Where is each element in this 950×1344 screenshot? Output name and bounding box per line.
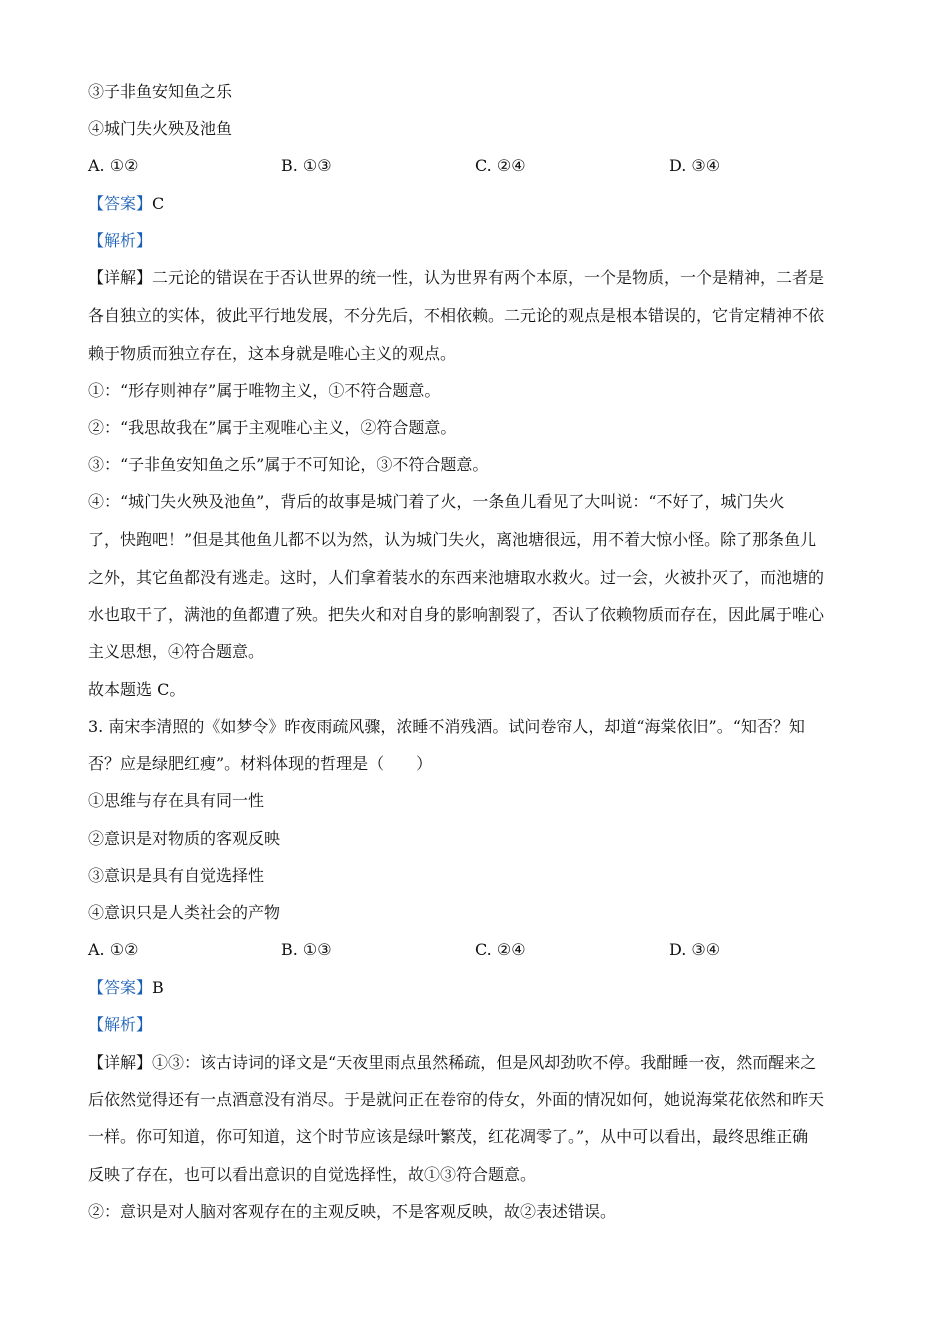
q3-option-3: ③意识是具有自觉选择性 (88, 866, 265, 885)
q3-detail-line-0 (88, 1053, 863, 1073)
q2-detail-line-2: 赖于物质而独立存在，这本身就是唯心主义的观点。 (88, 344, 457, 363)
q2-option-3: ③子非鱼安知鱼之乐 (88, 82, 233, 101)
q3-answer (88, 978, 863, 998)
q3-option-2: ②意识是对物质的客观反映 (88, 829, 281, 848)
q2-detail-line-8: 之外，其它鱼都没有逃走。这时，人们拿着装水的东西来池塘取水救火。过一会，火被扑灭了，而池塘的 (88, 568, 825, 587)
q3-choice-a: A. ①② (88, 940, 139, 959)
q3-stem-line-1: 否？应是绿肥红瘦”。材料体现的哲理是（ ） (88, 754, 433, 773)
detail-tag: 【详解】 (88, 1053, 153, 1072)
q2-choice-b: B. ①③ (281, 156, 332, 175)
q3-choice-d: D. ③④ (669, 940, 721, 959)
q3-choice-b: B. ①③ (281, 940, 332, 959)
q2-detail-line-3: ①：“形存则神存”属于唯物主义，①不符合题意。 (88, 381, 441, 400)
q3-option-1: ①思维与存在具有同一性 (88, 791, 265, 810)
q2-choice-d: D. ③④ (669, 156, 721, 175)
analysis-tag: 【解析】 (88, 1015, 153, 1034)
answer-value: B (152, 978, 164, 997)
q3-option-4: ④意识只是人类社会的产物 (88, 903, 281, 922)
q3-choice-c: C. ②④ (475, 940, 526, 959)
answer-tag: 【答案】 (88, 978, 153, 997)
detail-text: 二元论的错误在于否认世界的统一性，认为世界有两个本原，一个是物质，一个是精神，二者是 (152, 268, 825, 287)
answer-tag: 【答案】 (88, 194, 153, 213)
q2-detail-line-10: 主义思想，④符合题意。 (88, 642, 265, 661)
detail-tag: 【详解】 (88, 268, 153, 287)
q3-detail-line-3: 反映了存在，也可以看出意识的自觉选择性，故①③符合题意。 (88, 1165, 537, 1184)
q3-detail-line-1: 后依然觉得还有一点酒意没有消尽。于是就问正在卷帘的侍女，外面的情况如何，她说海棠花依然和昨天 (88, 1090, 825, 1109)
q2-choice-c: C. ②④ (475, 156, 526, 175)
q2-option-4: ④城门失火殃及池鱼 (88, 119, 233, 138)
answer-value: C (152, 194, 165, 213)
detail-text: ①③：该古诗词的译文是“天夜里雨点虽然稀疏，但是风却劲吹不停。我酣睡一夜，然而醒来之 (152, 1053, 817, 1072)
analysis-tag: 【解析】 (88, 231, 153, 250)
q2-detail-line-6: ④：“城门失火殃及池鱼”，背后的故事是城门着了火，一条鱼儿看见了大叫说：“不好了，城门失火 (88, 492, 785, 511)
q3-detail-line-2: 一样。你可知道，你可知道，这个时节应该是绿叶繁茂，红花凋零了。”，从中可以看出，最终思维正确 (88, 1127, 809, 1146)
q2-analysis-tag (88, 231, 863, 251)
q2-choice-a: A. ①② (88, 156, 139, 175)
q3-stem-line-0: 3. 南宋李清照的《如梦令》昨夜雨疏风骤，浓睡不消残酒。试问卷帘人，却道“海棠依旧”。“知否？知 (88, 717, 805, 736)
q2-detail-line-9: 水也取干了，满池的鱼都遭了殃。把失火和对自身的影响割裂了，否认了依赖物质而存在，因此属于唯心 (88, 605, 825, 624)
q3-analysis-tag (88, 1015, 863, 1035)
q2-detail-line-5: ③：“子非鱼安知鱼之乐”属于不可知论，③不符合题意。 (88, 455, 489, 474)
q2-answer (88, 194, 863, 214)
q2-detail-line-1: 各自独立的实体，彼此平行地发展，不分先后，不相依赖。二元论的观点是根本错误的，它肯定精神不依 (88, 306, 825, 325)
q2-detail-line-7: 了，快跑吧！”但是其他鱼儿都不以为然，认为城门失火，离池塘很远，用不着大惊小怪。除了那条鱼儿 (88, 530, 817, 549)
q3-detail-line-4: ②：意识是对人脑对客观存在的主观反映，不是客观反映，故②表述错误。 (88, 1202, 617, 1221)
q2-detail-line-4: ②：“我思故我在”属于主观唯心主义，②符合题意。 (88, 418, 457, 437)
q2-conclusion: 故本题选 C。 (88, 680, 186, 699)
q2-detail-line-0 (88, 268, 863, 288)
